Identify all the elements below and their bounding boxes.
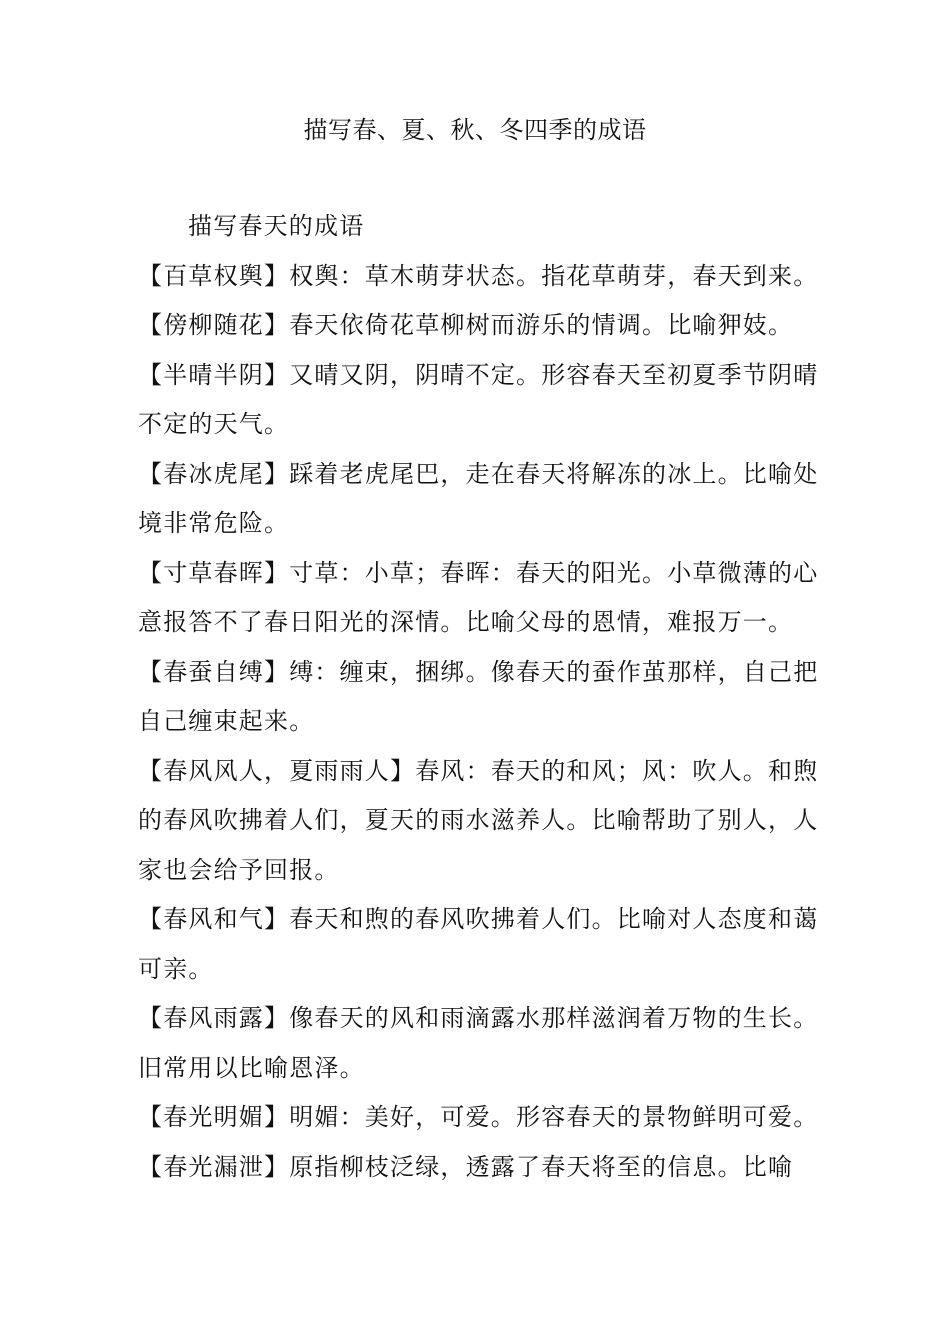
- idiom-entry: [138, 549, 828, 648]
- page-title: 描写春、夏、秋、冬四季的成语: [303, 116, 647, 144]
- idiom-entry: [138, 747, 828, 896]
- idiom-term: 【百草权舆】: [138, 261, 290, 290]
- idiom-term: 【春蚕自缚】: [138, 657, 290, 686]
- idiom-definition: 寸草：小草；春晖：春天的阳光。小草微薄的心意报答不了春日阳光的深情。比喻父母的恩情，难报万一。: [138, 558, 819, 636]
- document-body: [138, 202, 828, 1192]
- idiom-entry: [138, 1143, 828, 1193]
- idiom-entry: [138, 994, 828, 1093]
- idiom-definition: 缚：缠束，捆绑。像春天的蚕作茧那样，自己把自己缠束起来。: [138, 657, 819, 735]
- idiom-definition: 踩着老虎尾巴，走在春天将解冻的冰上。比喻处境非常危险。: [138, 459, 819, 537]
- idiom-term: 【春光明媚】: [138, 1103, 290, 1131]
- idiom-term: 【春冰虎尾】: [138, 459, 290, 488]
- idiom-definition: 明媚：美好，可爱。形容春天的景物鲜明可爱。: [289, 1103, 819, 1131]
- idiom-definition: 春天依倚花草柳树而游乐的情调。比喻狎妓。: [289, 311, 794, 339]
- idiom-term: 【寸草春晖】: [138, 558, 290, 587]
- idiom-entry: [138, 252, 828, 302]
- idiom-term: 【春风雨露】: [138, 1004, 290, 1032]
- section-heading: 描写春天的成语: [188, 212, 365, 240]
- idiom-definition: 原指柳枝泛绿，透露了春天将至的信息。比喻: [289, 1152, 794, 1181]
- idiom-term: 【春光漏泄】: [138, 1152, 290, 1181]
- idiom-term: 【半晴半阴】: [138, 360, 290, 389]
- idiom-entry: [138, 1093, 828, 1143]
- idiom-entry: [138, 648, 828, 747]
- idiom-term: 【春风风人，夏雨雨人】: [138, 756, 416, 785]
- idiom-definition: 又晴又阴，阴晴不定。形容春天至初夏季节阴晴不定的天气。: [138, 360, 819, 438]
- idiom-definition: 春风：春天的和风；风：吹人。和煦的春风吹拂着人们，夏天的雨水滋养人。比喻帮助了别人，人家也会给予回报。: [138, 756, 819, 884]
- idiom-definition: 权舆：草木萌芽状态。指花草萌芽，春天到来。: [289, 261, 819, 290]
- idiom-entry: [138, 351, 828, 450]
- idiom-term: 【傍柳随花】: [138, 311, 290, 339]
- idiom-definition: 春天和煦的春风吹拂着人们。比喻对人态度和蔼可亲。: [138, 905, 819, 983]
- idiom-entry: [138, 895, 828, 994]
- idiom-definition: 像春天的风和雨滴露水那样滋润着万物的生长。旧常用以比喻恩泽。: [138, 1004, 819, 1082]
- idiom-entry: [138, 301, 828, 351]
- idiom-term: 【春风和气】: [138, 905, 290, 933]
- idiom-entry: [138, 450, 828, 549]
